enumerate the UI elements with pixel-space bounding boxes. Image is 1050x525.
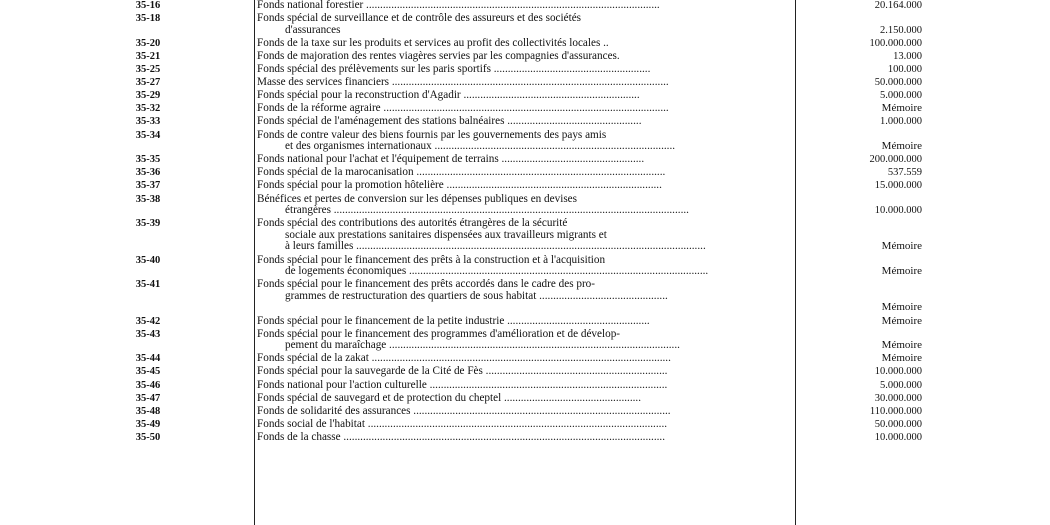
row-code: 35-29 [135,90,161,102]
row-label [257,329,795,352]
row-label-line: Fonds spécial pour le financement des prêts à la construction et à l'acquisition [257,254,606,266]
table-row [0,419,1050,431]
row-amount: 5.000.000 [880,90,922,102]
row-label [257,255,795,278]
row-label-line: Fonds spécial pour le financement des programmes d'amélioration et de dévelop- [257,328,621,340]
row-label-line: Masse des services financiers ................................................................................................... [257,77,669,89]
row-label-line: Fonds de majoration des rentes viagères servies par les compagnies d'assurances. [257,50,620,62]
row-amount: 100.000.000 [869,37,922,49]
row-code: 35-39 [135,218,161,230]
table-row [0,103,1050,115]
row-label [257,103,795,115]
row-amount: 20.164.000 [874,0,922,11]
row-label-line: à leurs familles ............................................................................................................................. [285,241,706,253]
row-code: 35-38 [135,193,161,205]
row-label-line: Fonds national forestier ......................................................................................................... [257,0,660,11]
row-label [257,0,795,12]
table-row [0,279,1050,314]
row-label-line: Fonds spécial des prélèvements sur les paris sportifs ........................................................ [257,64,651,75]
row-amount: Mémoire [881,240,922,253]
table-row [0,218,1050,253]
row-label-line: Fonds spécial de sauvegard et de protection du cheptel ................................................. [257,392,642,404]
row-label-line: Fonds spécial de la zakat ........................................................................................................... [257,353,671,365]
row-code: 35-46 [135,379,161,391]
table-row [0,0,1050,12]
row-label-line: d'assurances [285,24,341,36]
table-row [0,432,1050,444]
row-label-line: Fonds spécial pour le financement des prêts accordés dans le cadre des pro- [257,279,595,291]
row-label-line: de logements économiques ........................................................................................................... [285,266,709,278]
row-amount: Mémoire [881,102,922,115]
row-label [257,194,795,217]
row-code: 35-48 [135,405,161,417]
row-code: 35-33 [135,116,161,128]
row-label-line: Fonds spécial de surveillance et de contrôle des assureurs et des sociétés [257,13,582,25]
row-label [257,218,795,253]
row-label [257,366,795,378]
row-code: 35-44 [135,353,161,365]
row-label [257,180,795,192]
row-label-line: Fonds social de l'habitat ........................................................................................................... [257,418,668,430]
table-row [0,38,1050,50]
row-label [257,130,795,153]
row-amount: Mémoire [881,140,922,153]
row-label-line: étrangères ............................................................................................................................... [285,205,689,217]
row-code: 35-27 [135,77,161,89]
row-label [257,77,795,89]
row-amount: 15.000.000 [874,180,922,192]
row-amount: Mémoire [881,352,922,365]
row-code: 35-42 [135,315,161,327]
row-code: 35-16 [135,0,161,11]
table-row [0,316,1050,328]
row-amount: 10.000.000 [874,205,922,217]
row-code: 35-50 [135,431,161,443]
row-label-line: sociale aux prestations sanitaires dispensées aux travailleurs migrants et [285,229,607,241]
row-amount: 10.000.000 [874,366,922,378]
row-label-line: Fonds de la chasse ................................................................................................................... [257,431,666,443]
row-amount: 2.150.000 [880,24,922,36]
row-amount: Mémoire [881,339,922,352]
row-code: 35-47 [135,392,161,404]
table-row [0,13,1050,36]
row-label [257,406,795,418]
table-row [0,64,1050,76]
row-label-line [257,302,795,314]
row-code: 35-45 [135,366,161,378]
row-label [257,432,795,444]
row-amount: 100.000 [887,64,922,75]
row-code: 35-25 [135,64,161,75]
row-label [257,64,795,76]
row-label-line: Fonds spécial de la marocanisation ......................................................................................... [257,167,666,179]
row-code: 35-37 [135,180,161,192]
row-amount: Mémoire [881,314,922,327]
table-row [0,366,1050,378]
row-label-line: pement du maraîchage ........................................................................................................ [285,340,680,352]
row-label-line: Bénéfices et pertes de conversion sur les dépenses publiques en devises [257,193,577,205]
row-amount: 10.000.000 [874,431,922,443]
table-row [0,393,1050,405]
row-label [257,154,795,166]
row-label-line: Fonds spécial des contributions des autorités étrangères de la sécurité [257,218,568,230]
table-row [0,380,1050,392]
row-label-line: Fonds spécial pour la reconstruction d'Agadir ............................................................... [257,90,640,102]
table-row [0,180,1050,192]
row-label [257,419,795,431]
row-label [257,90,795,102]
table-row [0,329,1050,352]
table-row [0,167,1050,179]
row-label-line: grammes de restructuration des quartiers de sous habitat .............................................. [285,290,668,302]
row-amount: Mémoire [881,265,922,278]
row-label [257,116,795,128]
table-row [0,406,1050,418]
row-code: 35-20 [135,37,161,49]
row-code: 35-21 [135,50,161,62]
row-amount: 5.000.000 [880,379,922,391]
row-label [257,380,795,392]
table-row [0,77,1050,89]
row-amount: 537.559 [887,167,922,179]
row-label [257,279,795,314]
row-label-line: Fonds de contre valeur des biens fournis par les gouvernements des pays amis [257,129,607,141]
row-label [257,51,795,63]
row-code: 35-35 [135,154,161,166]
row-label-line: Fonds de la réforme agraire ...................................................................................................... [257,103,669,115]
row-code: 35-36 [135,167,161,179]
table-row [0,154,1050,166]
row-label-line: Fonds spécial pour le financement de la petite industrie ................................................... [257,315,650,327]
row-amount: 1.000.000 [880,116,922,128]
row-code: 35-18 [135,13,161,25]
row-amount: 50.000.000 [874,77,922,89]
table-row [0,51,1050,63]
row-label-line: Fonds spécial pour la sauvegarde de la Cité de Fès ................................................................. [257,366,668,378]
row-label [257,316,795,328]
row-code: 35-49 [135,418,161,430]
row-label-line: Fonds spécial pour la promotion hôtelière ............................................................................. [257,180,662,192]
row-label-line: Fonds spécial de l'aménagement des stations balnéaires ................................................ [257,116,642,128]
row-label [257,13,795,36]
row-amount: 30.000.000 [874,392,922,404]
row-label [257,353,795,365]
row-label-line: Fonds de la taxe sur les produits et services au profit des collectivités locales .. [257,37,609,49]
row-label-line: Fonds de solidarité des assurances ............................................................................................ [257,405,671,417]
table-row [0,194,1050,217]
row-amount: 110.000.000 [869,405,922,417]
row-amount: 50.000.000 [874,418,922,430]
row-label [257,393,795,405]
row-label-line: Fonds national pour l'achat et l'équipement de terrains ................................................... [257,154,645,166]
row-amount: Mémoire [881,301,922,314]
table-row [0,130,1050,153]
row-label [257,167,795,179]
row-code: 35-40 [135,254,161,266]
table-row [0,90,1050,102]
table-row [0,116,1050,128]
row-code: 35-34 [135,129,161,141]
row-label-line: Fonds national pour l'action culturelle ..................................................................................... [257,379,668,391]
row-code: 35-32 [135,103,161,115]
row-label [257,38,795,50]
row-label-line: et des organismes internationaux ...................................................................................... [285,141,676,153]
table-row [0,255,1050,278]
table-row [0,353,1050,365]
row-amount: 200.000.000 [869,154,922,166]
row-amount: 13.000 [893,50,922,62]
row-code: 35-43 [135,328,161,340]
row-code: 35-41 [135,279,161,291]
